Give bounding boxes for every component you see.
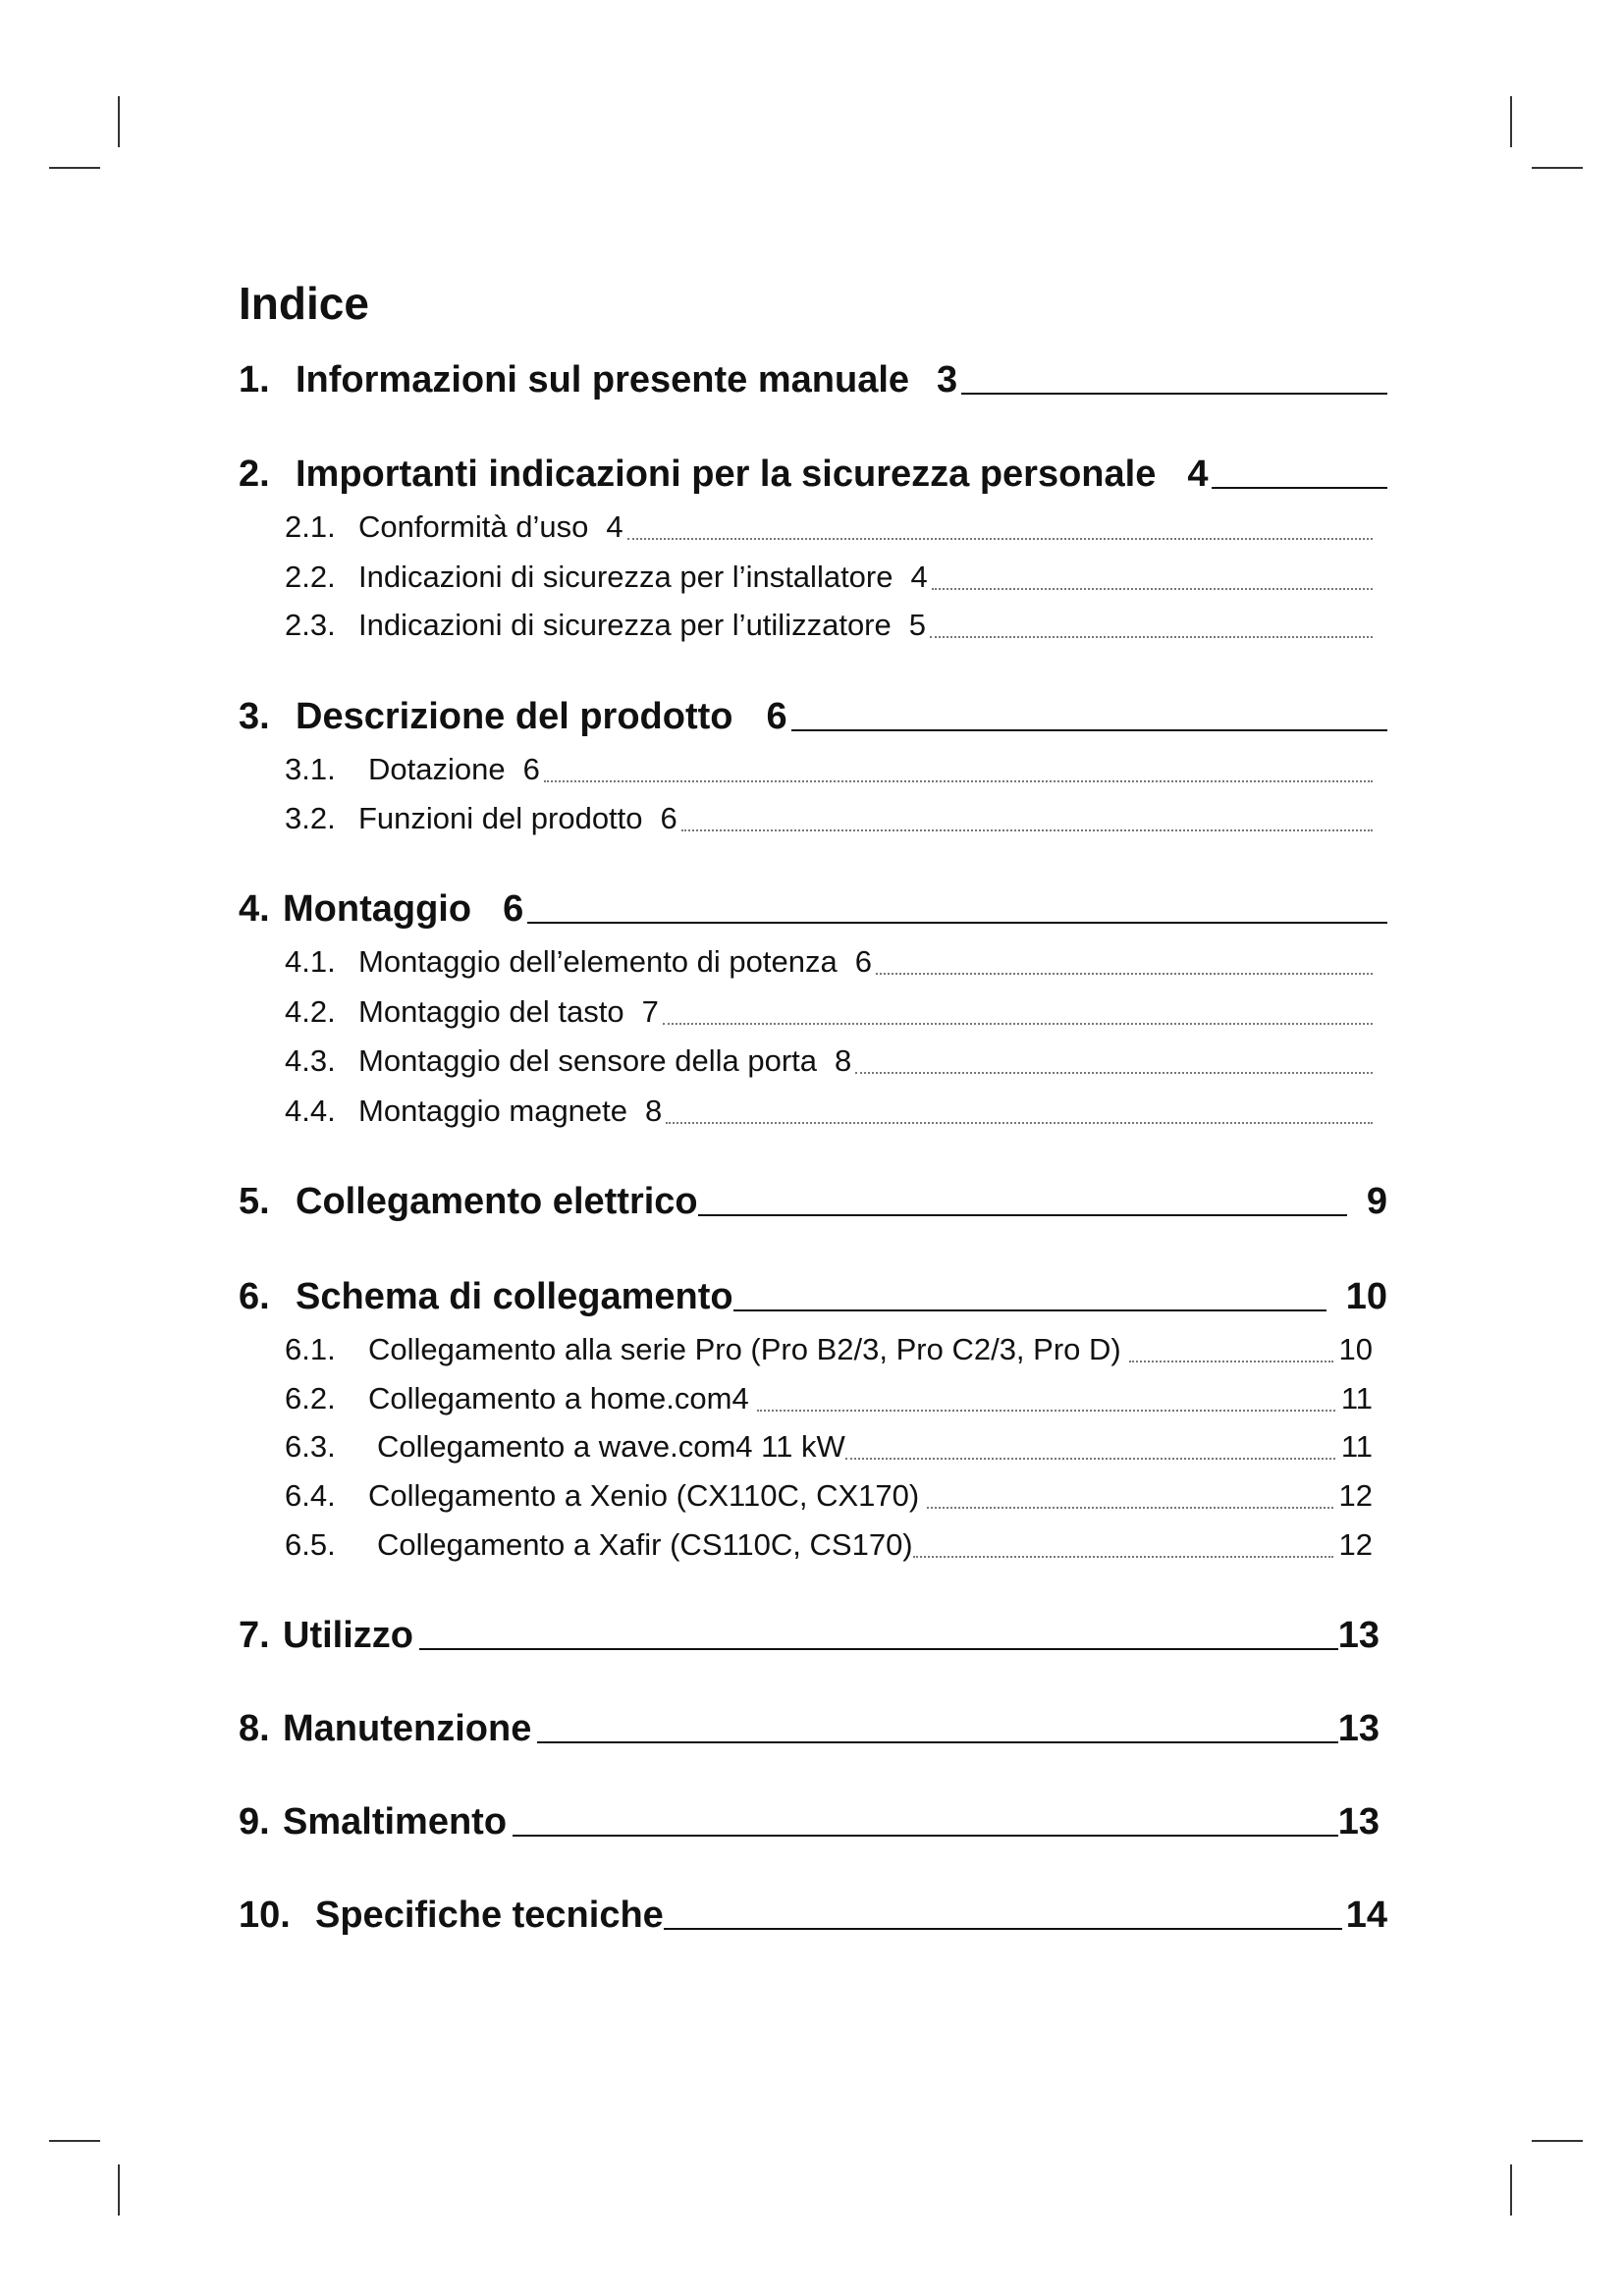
toc-entry-8[interactable] bbox=[239, 1708, 1387, 1750]
crop-mark bbox=[118, 96, 120, 147]
leader-line bbox=[733, 1309, 1326, 1311]
toc-entry-number: 6.5. bbox=[285, 1527, 336, 1562]
crop-mark bbox=[49, 167, 100, 169]
toc-entry-6-4[interactable] bbox=[285, 1478, 1373, 1514]
toc-entry-title: Collegamento a wave.com4 11 kW bbox=[377, 1429, 845, 1464]
toc-entry-page: 10 bbox=[1338, 1332, 1373, 1366]
toc-entry-number: 4.4. bbox=[285, 1094, 336, 1128]
toc-entry-number: 2.3. bbox=[285, 608, 336, 642]
toc-entry-6[interactable] bbox=[239, 1276, 1387, 1318]
toc-entry-number: 6. bbox=[239, 1276, 270, 1317]
toc-entry-page: 6 bbox=[854, 944, 872, 979]
toc-entry-number: 1. bbox=[239, 359, 270, 400]
leader-dots bbox=[627, 538, 1373, 540]
toc-entry-page: 11 bbox=[1340, 1429, 1373, 1464]
crop-mark bbox=[1532, 167, 1583, 169]
toc-entry-number: 3.2. bbox=[285, 801, 336, 835]
toc-entry-title: Manutenzione bbox=[283, 1708, 532, 1749]
toc-entry-number: 6.4. bbox=[285, 1478, 336, 1513]
toc-entry-page: 5 bbox=[908, 608, 926, 642]
toc-entry-title: Collegamento a home.com4 bbox=[368, 1381, 749, 1415]
toc-entry-title: Funzioni del prodotto bbox=[358, 801, 643, 835]
leader-dots bbox=[845, 1458, 1335, 1460]
crop-mark bbox=[118, 2164, 120, 2216]
leader-line bbox=[664, 1928, 1342, 1930]
toc-entry-page: 6 bbox=[522, 752, 540, 786]
toc-entry-number: 2.1. bbox=[285, 509, 336, 544]
toc-entry-title: Montaggio bbox=[283, 888, 472, 930]
toc-entry-number: 3. bbox=[239, 696, 270, 737]
toc-entry-title: Montaggio del tasto bbox=[358, 994, 624, 1029]
toc-entry-title: Montaggio del sensore della porta bbox=[358, 1043, 818, 1078]
leader-dots bbox=[932, 588, 1373, 590]
toc-entry-page: 8 bbox=[835, 1043, 852, 1078]
leader-dots bbox=[876, 973, 1373, 975]
toc-entry-number: 4.3. bbox=[285, 1043, 336, 1078]
toc-entry-4-1[interactable] bbox=[285, 944, 1373, 980]
toc-entry-page: 10 bbox=[1345, 1276, 1387, 1317]
toc-entry-number: 9. bbox=[239, 1801, 270, 1842]
crop-mark bbox=[1510, 96, 1512, 147]
toc-entry-1[interactable] bbox=[239, 359, 1387, 401]
leader-line bbox=[513, 1835, 1338, 1837]
toc-entry-3-1[interactable] bbox=[285, 752, 1373, 787]
toc-entry-4-4[interactable] bbox=[285, 1094, 1373, 1129]
toc-entry-number: 4.2. bbox=[285, 994, 336, 1029]
toc-entry-title: Schema di collegamento bbox=[296, 1276, 733, 1317]
leader-line bbox=[419, 1648, 1338, 1650]
toc-entry-6-1[interactable] bbox=[285, 1332, 1373, 1367]
toc-entry-2-3[interactable] bbox=[285, 608, 1373, 643]
leader-dots bbox=[913, 1556, 1333, 1558]
leader-line bbox=[961, 393, 1387, 395]
leader-line bbox=[791, 729, 1387, 731]
toc-title: Indice bbox=[239, 278, 369, 329]
toc-entry-number: 6.3. bbox=[285, 1429, 336, 1464]
toc-entry-title: Collegamento a Xenio (CX110C, CX170) bbox=[368, 1478, 920, 1513]
toc-entry-page: 7 bbox=[641, 994, 659, 1029]
crop-mark bbox=[1532, 2140, 1583, 2142]
toc-entry-page: 4 bbox=[910, 560, 928, 594]
toc-entry-number: 4. bbox=[239, 888, 270, 930]
toc-entry-title: Collegamento a Xafir (CS110C, CS170) bbox=[377, 1527, 913, 1562]
toc-entry-number: 8. bbox=[239, 1708, 270, 1749]
toc-entry-10[interactable] bbox=[239, 1895, 1387, 1937]
toc-entry-title: Dotazione bbox=[368, 752, 506, 786]
toc-entry-title: Indicazioni di sicurezza per l’installatore bbox=[358, 560, 893, 594]
toc-entry-2-1[interactable] bbox=[285, 509, 1373, 545]
leader-line bbox=[537, 1741, 1337, 1743]
toc-entry-page: 14 bbox=[1345, 1895, 1387, 1936]
toc-entry-9[interactable] bbox=[239, 1801, 1387, 1843]
leader-dots bbox=[666, 1122, 1373, 1124]
toc-entry-page: 13 bbox=[1337, 1801, 1380, 1842]
toc-entry-title: Collegamento elettrico bbox=[296, 1181, 698, 1222]
toc-entry-page: 11 bbox=[1340, 1381, 1373, 1415]
leader-dots bbox=[855, 1072, 1373, 1074]
leader-dots bbox=[927, 1507, 1332, 1509]
toc-entry-number: 5. bbox=[239, 1181, 270, 1222]
leader-line bbox=[698, 1214, 1347, 1216]
toc-entry-title: Collegamento alla serie Pro (Pro B2/3, Pro C2/3, Pro D) bbox=[368, 1332, 1121, 1366]
toc-entry-title: Informazioni sul presente manuale bbox=[296, 359, 910, 400]
toc-entry-title: Smaltimento bbox=[283, 1801, 508, 1842]
toc-entry-page: 13 bbox=[1337, 1615, 1380, 1656]
toc-entry-page: 12 bbox=[1338, 1527, 1373, 1562]
toc-entry-number: 10. bbox=[239, 1895, 291, 1936]
toc-entry-3[interactable] bbox=[239, 696, 1387, 738]
crop-mark bbox=[1510, 2164, 1512, 2216]
toc-entry-number: 7. bbox=[239, 1615, 270, 1656]
toc-entry-2[interactable] bbox=[239, 454, 1387, 496]
toc-entry-number: 2.2. bbox=[285, 560, 336, 594]
toc-entry-3-2[interactable] bbox=[285, 801, 1373, 836]
leader-dots bbox=[757, 1410, 1335, 1412]
toc-entry-7[interactable] bbox=[239, 1615, 1387, 1657]
toc-entry-page: 8 bbox=[645, 1094, 663, 1128]
toc-entry-page: 6 bbox=[660, 801, 677, 835]
toc-entry-5[interactable] bbox=[239, 1181, 1387, 1223]
leader-dots bbox=[930, 636, 1373, 638]
toc-entry-4-2[interactable] bbox=[285, 994, 1373, 1030]
toc-entry-page: 4 bbox=[606, 509, 623, 544]
crop-mark bbox=[49, 2140, 100, 2142]
toc-entry-number: 2. bbox=[239, 454, 270, 495]
toc-entry-title: Montaggio dell’elemento di potenza bbox=[358, 944, 838, 979]
toc-entry-6-5[interactable] bbox=[285, 1527, 1373, 1563]
toc-entry-title: Descrizione del prodotto bbox=[296, 696, 733, 737]
toc-entry-page: 6 bbox=[503, 888, 524, 930]
toc-entry-title: Conformità d’uso bbox=[358, 509, 589, 544]
toc-entry-page: 6 bbox=[766, 696, 787, 737]
toc-entry-page: 13 bbox=[1337, 1708, 1380, 1749]
toc-entry-number: 6.2. bbox=[285, 1381, 336, 1415]
toc-entry-page: 4 bbox=[1187, 454, 1209, 495]
leader-line bbox=[1212, 487, 1387, 489]
toc-entry-number: 3.1. bbox=[285, 752, 336, 786]
leader-dots bbox=[681, 829, 1373, 831]
toc-entry-4[interactable] bbox=[239, 888, 1387, 931]
toc-entry-title: Specifiche tecniche bbox=[315, 1895, 664, 1936]
toc-entry-number: 6.1. bbox=[285, 1332, 336, 1366]
toc-entry-title: Indicazioni di sicurezza per l’utilizzatore bbox=[358, 608, 892, 642]
toc-entry-title: Utilizzo bbox=[283, 1615, 413, 1656]
toc-entry-page: 12 bbox=[1338, 1478, 1373, 1513]
toc-entry-4-3[interactable] bbox=[285, 1043, 1373, 1079]
toc-entry-title: Montaggio magnete bbox=[358, 1094, 628, 1128]
leader-dots bbox=[663, 1023, 1373, 1025]
toc-entry-title: Importanti indicazioni per la sicurezza personale bbox=[296, 454, 1157, 495]
toc-entry-page: 3 bbox=[937, 359, 958, 400]
leader-dots bbox=[1129, 1361, 1333, 1362]
toc-entry-6-2[interactable] bbox=[285, 1381, 1373, 1416]
toc-entry-number: 4.1. bbox=[285, 944, 336, 979]
leader-dots bbox=[544, 780, 1373, 782]
toc-entry-2-2[interactable] bbox=[285, 560, 1373, 595]
leader-line bbox=[527, 922, 1387, 924]
toc-entry-6-3[interactable] bbox=[285, 1429, 1373, 1465]
toc-entry-page: 9 bbox=[1366, 1181, 1387, 1222]
